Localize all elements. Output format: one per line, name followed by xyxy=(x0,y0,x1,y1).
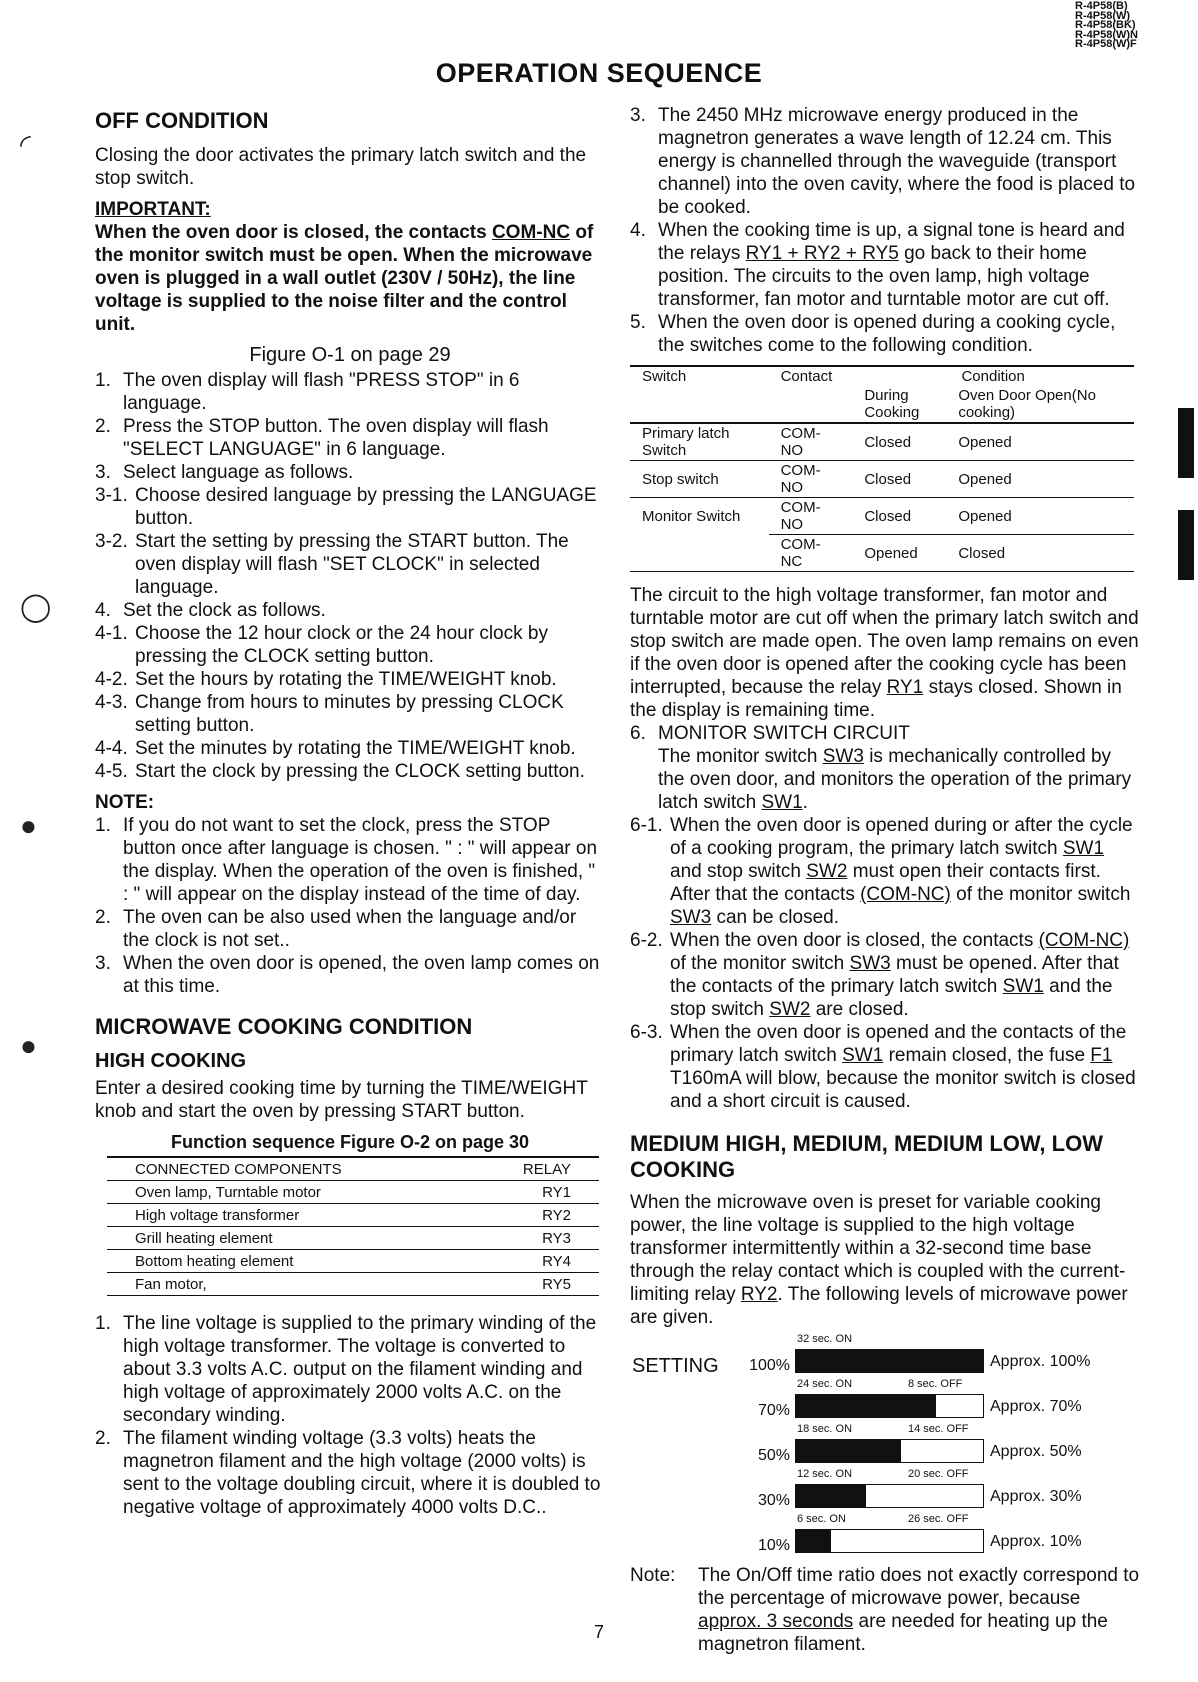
table-row: Monitor Switch COM-NO Closed Opened xyxy=(630,498,1134,535)
list-item: 1. If you do not want to set the clock, press the STOP button once after language is chosen. " : " will appear on the display. When the operation of the oven is finished, " : " will appear on the display instead of the time of day. xyxy=(95,815,598,905)
power-bar-on-fill xyxy=(796,1440,901,1462)
circuit-paragraph: The circuit to the high voltage transformer, fan motor and turntable motor are cut off when the primary latch switch and stop switch are made open. The oven lamp remains on even if the oven door is opened after the cooking cycle has been interrupted, because the relay RY1 stays closed. Shown in the display is remaining time. xyxy=(630,585,1139,721)
list-item: 6-2. When the oven door is closed, the contacts (COM-NC) of the monitor switch SW3 must be opened. After that the contacts of the primary latch switch SW1 and the stop switch SW2 are closed. xyxy=(630,930,1130,1020)
important-label: IMPORTANT: xyxy=(95,199,211,220)
model-numbers xyxy=(1075,2,1138,50)
power-level-row xyxy=(630,1425,1140,1465)
list-item: 1. The line voltage is supplied to the primary winding of the high voltage transformer. The voltage is converted to about 3.3 volts A.C. output on the filament winding and high voltage of approximately 2000 volts A.C. on the secondary winding. xyxy=(95,1313,597,1426)
power-approx-label: Approx. 70% xyxy=(990,1398,1082,1415)
list-item: 6-1. When the oven door is opened during or after the cycle of a cooking program, the primary latch switch SW1 and stop switch SW2 must open their contacts first. After that the contacts (COM-NC) of the monitor switch SW3 can be closed. xyxy=(630,815,1133,928)
page-title: OPERATION SEQUENCE xyxy=(435,58,763,88)
cooking-steps-continued xyxy=(630,104,1140,357)
list-item: 4-5. Start the clock by pressing the CLOCK setting button. xyxy=(95,761,585,782)
on-time-label: 24 sec. ON xyxy=(797,1378,853,1390)
power-setting-value: 70% xyxy=(757,1402,790,1419)
power-approx-label: Approx. 10% xyxy=(990,1533,1082,1550)
setting-label: SETTING xyxy=(632,1355,719,1377)
power-setting-value: 50% xyxy=(757,1447,790,1464)
notes-list xyxy=(95,814,605,998)
medium-cooking-intro: When the microwave oven is preset for variable cooking power, the line voltage is supplied to the high voltage transformer intermittently within a 32-second time base through the relay contact which is coupled with the current-limiting relay RY2. The following levels of microwave power are given. xyxy=(630,1192,1128,1328)
off-condition-heading: OFF CONDITION xyxy=(95,108,269,133)
language-substeps xyxy=(95,484,605,599)
model-number: R-4P58(W) xyxy=(1075,9,1131,22)
list-item: 4-2. Set the hours by rotating the TIME/WEIGHT knob. xyxy=(95,669,557,690)
list-item: 2. The oven can be also used when the language and/or the clock is not set.. xyxy=(95,907,577,951)
list-item: 6-3. When the oven door is opened and the contacts of the primary latch switch SW1 remain closed, the fuse F1 T160mA will blow, because the monitor switch is closed and a short circuit is caused. xyxy=(630,1022,1136,1112)
binder-mark: ◯ xyxy=(20,591,52,622)
power-bar-on-fill xyxy=(796,1395,936,1417)
on-time-label: 12 sec. ON xyxy=(797,1468,853,1480)
list-item: 4. Set the clock as follows. xyxy=(95,600,326,621)
list-item: 2. Press the STOP button. The oven display will flash "SELECT LANGUAGE" in 6 language. xyxy=(95,416,549,460)
power-approx-label: Approx. 50% xyxy=(990,1443,1082,1460)
table-header-cell: CONNECTED COMPONENTS xyxy=(107,1157,459,1181)
power-setting-value: 10% xyxy=(757,1537,790,1554)
power-level-row xyxy=(630,1515,1140,1555)
list-item: 5. When the oven door is opened during a cooking cycle, the switches come to the following condition. xyxy=(630,312,1116,356)
table-header-cell: RELAY xyxy=(459,1157,599,1181)
margin-tab-mark xyxy=(1178,510,1194,580)
model-number: R-4P58(BK) xyxy=(1075,19,1136,31)
power-approx-label: Approx. 30% xyxy=(990,1488,1082,1505)
list-item: 3. Select language as follows. xyxy=(95,462,354,483)
table-row: Grill heating element RY3 xyxy=(107,1227,599,1250)
high-cooking-steps xyxy=(95,1312,605,1519)
left-column xyxy=(95,108,605,1519)
margin-tab-mark xyxy=(1178,408,1194,478)
monitor-section xyxy=(630,722,1140,745)
list-item: 3-1. Choose desired language by pressing the LANGUAGE button. xyxy=(95,485,597,529)
high-cooking-heading: HIGH COOKING xyxy=(95,1050,247,1072)
medium-cooking-heading: MEDIUM HIGH, MEDIUM, MEDIUM LOW, LOW COOKING xyxy=(630,1131,1103,1182)
table-row: Primary latch Switch COM-NO Closed Opened xyxy=(630,423,1134,461)
figure-reference: Figure O-1 on page 29 xyxy=(249,344,451,366)
list-item: 3. The 2450 MHz microwave energy produced in the magnetron generates a wave length of 12.24 cm. This energy is channelled through the waveguide (transport channel) into the oven cavity, where the food is placed to be cooked. xyxy=(630,105,1136,218)
note-label: NOTE: xyxy=(95,792,155,813)
monitor-heading: 6. MONITOR SWITCH CIRCUIT xyxy=(630,723,910,744)
list-item: 4-3. Change from hours to minutes by pressing CLOCK setting button. xyxy=(95,692,564,736)
table-row: High voltage transformer RY2 xyxy=(107,1204,599,1227)
microwave-heading: MICROWAVE COOKING CONDITION xyxy=(95,1014,473,1039)
power-level-row xyxy=(630,1470,1140,1510)
function-sequence-title: Function sequence Figure O-2 on page 30 xyxy=(170,1132,530,1152)
table-header-row xyxy=(107,1157,599,1181)
table-row: Stop switch COM-NO Closed Opened xyxy=(630,461,1134,498)
right-column xyxy=(630,104,1140,1656)
table-header-row: Switch Contact Condition xyxy=(630,366,1134,386)
list-item: 4-1. Choose the 12 hour clock or the 24 hour clock by pressing the CLOCK setting button. xyxy=(95,623,548,667)
function-sequence-table xyxy=(107,1156,599,1296)
monitor-intro: The monitor switch SW3 is mechanically controlled by the oven door, and monitors the operation of the primary latch switch SW1. xyxy=(658,746,1132,813)
power-bar xyxy=(795,1484,984,1508)
clock-substeps xyxy=(95,622,605,783)
power-level-diagram xyxy=(630,1335,1140,1560)
table-row: COM-NC Opened Closed xyxy=(630,535,1134,572)
off-time-label: 14 sec. OFF xyxy=(908,1423,969,1435)
model-number: R-4P58(W)N xyxy=(1075,28,1138,41)
clock-step xyxy=(95,599,605,622)
power-note-text: The On/Off time ratio does not exactly correspond to the percentage of microwave power, because approx. 3 seconds are needed for heating up the magnetron filament. xyxy=(698,1565,1140,1655)
list-item: 1. The oven display will flash "PRESS STOP" in 6 language. xyxy=(95,370,520,414)
list-item: 3-2. Start the setting by pressing the START button. The oven display will flash "SET CLOCK" in selected language. xyxy=(95,531,569,598)
power-approx-label: Approx. 100% xyxy=(990,1353,1091,1370)
list-item: 2. The filament winding voltage (3.3 volts) heats the magnetron filament and the high voltage (2000 volts) is sent to the voltage doubling circuit, where it is doubled to negative voltage of approximately 4000 volts D.C.. xyxy=(95,1428,601,1518)
model-number: R-4P58(B) xyxy=(1075,0,1128,12)
list-item: 4-4. Set the minutes by rotating the TIME/WEIGHT knob. xyxy=(95,738,576,759)
table-row: Bottom heating element RY4 xyxy=(107,1250,599,1273)
page-number: 7 xyxy=(593,1622,604,1642)
setup-steps xyxy=(95,369,605,484)
power-note-label: Note: xyxy=(630,1565,676,1586)
power-bar xyxy=(795,1529,984,1553)
binder-mark: ◜ xyxy=(20,129,31,160)
list-item: 4. When the cooking time is up, a signal tone is heard and the relays RY1 + RY2 + RY5 go back to their home position. The circuits to the oven lamp, high voltage transformer, fan motor and turntable motor are cut off. xyxy=(630,220,1125,310)
on-time-label: 32 sec. ON xyxy=(797,1333,853,1345)
power-level-row xyxy=(630,1335,1140,1375)
table-row: Oven lamp, Turntable motor RY1 xyxy=(107,1181,599,1204)
on-time-label: 18 sec. ON xyxy=(797,1423,853,1435)
switch-condition-table xyxy=(630,365,1134,572)
power-bar-on-fill xyxy=(796,1485,866,1507)
power-bar xyxy=(795,1394,984,1418)
power-setting-value: 30% xyxy=(757,1492,790,1509)
binder-mark: ● xyxy=(20,1030,37,1061)
monitor-substeps xyxy=(630,814,1140,1113)
on-time-label: 6 sec. ON xyxy=(797,1513,846,1525)
off-condition-intro: Closing the door activates the primary latch switch and the stop switch. xyxy=(95,145,587,189)
power-level-row xyxy=(630,1380,1140,1420)
power-bar xyxy=(795,1439,984,1463)
power-setting-value: 100% xyxy=(749,1357,790,1374)
off-time-label: 20 sec. OFF xyxy=(908,1468,969,1480)
table-row: Fan motor, RY5 xyxy=(107,1273,599,1296)
off-time-label: 8 sec. OFF xyxy=(908,1378,963,1390)
model-number: R-4P58(W)F xyxy=(1075,38,1137,50)
off-time-label: 26 sec. OFF xyxy=(908,1513,969,1525)
power-bar xyxy=(795,1349,984,1373)
binder-mark: ● xyxy=(20,810,37,841)
table-header-row: During Cooking Oven Door Open(No cooking) xyxy=(630,386,1134,423)
list-item: 3. When the oven door is opened, the oven lamp comes on at this time. xyxy=(95,953,600,997)
power-bar-on-fill xyxy=(796,1350,983,1372)
power-bar-on-fill xyxy=(796,1530,831,1552)
high-cooking-intro: Enter a desired cooking time by turning the TIME/WEIGHT knob and start the oven by pressing START button. xyxy=(95,1078,588,1122)
important-text: When the oven door is closed, the contacts COM-NC of the monitor switch must be open. When the microwave oven is plugged in a wall outlet (230V / 50Hz), the line voltage is supplied to the noise filter and the control unit. xyxy=(95,222,594,335)
